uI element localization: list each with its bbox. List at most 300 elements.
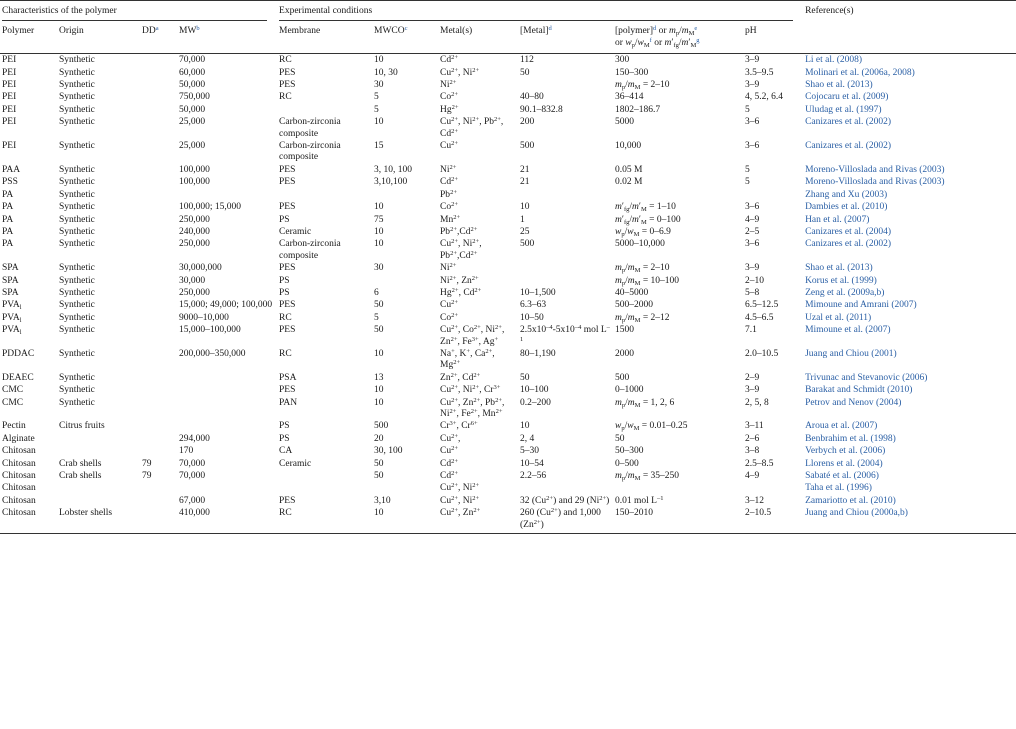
cell-membrane: PS (279, 275, 290, 286)
header-group-polymer (0, 1, 277, 25)
cell-dd (140, 54, 177, 67)
cell-metals: $Pb^{2+}$ (440, 188, 457, 200)
cell-metals: $Pb^{2+},Cd^{2+}$ (440, 225, 478, 237)
cell-ph: 2–10 (745, 275, 765, 286)
col-header-membrane: Membrane (277, 24, 372, 53)
cell-ratio: $m'_{fg}/m'_M = 1-10$ (615, 202, 676, 214)
cell-origin: Synthetic (59, 239, 95, 250)
cell-origin: Synthetic (59, 117, 95, 128)
table-row (0, 372, 1016, 384)
cell-membrane: RC (279, 508, 292, 519)
table-row (0, 495, 1016, 507)
cell-mw: 410,000 (179, 508, 210, 519)
cell-ratio: 150–2010 (615, 508, 654, 519)
cell-polymer: Chitosan (2, 471, 36, 482)
cell-reference[interactable]: Shao et al. (2013) (805, 80, 873, 91)
cell-origin: Synthetic (59, 202, 95, 213)
cell-mw: 30,000 (179, 275, 206, 286)
cell-ratio: $m_p/m_M = 2-12$ (615, 312, 670, 324)
cell-reference[interactable]: Canizares et al. (2002) (805, 117, 892, 128)
cell-dd (140, 67, 177, 79)
cell-origin (57, 495, 140, 507)
cell-metal-conc: 2.2–56 (520, 471, 547, 482)
footnote-marker-d: d (548, 25, 552, 33)
cell-ph: 3.5–9.5 (745, 67, 774, 78)
cell-mwco: 3, 10, 100 (374, 164, 413, 175)
cell-metal-conc: 50 (520, 372, 530, 383)
cell-reference[interactable]: Juang and Chiou (2001) (805, 348, 897, 359)
cell-mw (177, 397, 277, 421)
cell-origin: Synthetic (59, 300, 95, 311)
cell-mwco: 30, 100 (374, 446, 403, 457)
cell-polymer: PA (2, 239, 14, 250)
cell-mwco (372, 275, 438, 287)
cell-reference[interactable]: Mimoune and Amrani (2007) (805, 300, 917, 311)
cell-reference[interactable]: Canizares et al. (2004) (805, 226, 892, 237)
cell-polymer: PEI (2, 80, 17, 91)
cell-metal-conc: 80–1,190 (520, 348, 556, 359)
cell-mwco: 5 (374, 312, 379, 323)
cell-reference[interactable]: Shao et al. (2013) (805, 263, 873, 274)
cell-dd (140, 372, 177, 384)
cell-polymer: CMC (2, 397, 24, 408)
cell-mw: 67,000 (179, 495, 206, 506)
cell-metal-conc: 2, 4 (520, 433, 535, 444)
cell-ratio: 5000–10,000 (615, 239, 665, 250)
cell-ratio: $m_p/m_M = 35-250$ (615, 471, 680, 483)
footnote-marker-b: b (196, 25, 200, 33)
header-group-ref-label: Reference(s) (805, 6, 854, 16)
cell-origin: Synthetic (59, 385, 95, 396)
cell-mwco: 6 (374, 287, 379, 298)
cell-polymer: DEAEC (2, 372, 34, 383)
cell-mwco: 10 (374, 397, 384, 408)
cell-ph: 3–6 (745, 202, 760, 213)
cell-origin (57, 433, 140, 445)
cell-metals: $Mn^{2+}$ (440, 213, 461, 225)
cell-metal-conc (518, 262, 613, 274)
cell-reference[interactable]: Barakat and Schmidt (2010) (805, 385, 913, 396)
cell-dd (140, 238, 177, 262)
cell-metals: $Co^{2+}$ (440, 311, 459, 323)
cell-ph: 3–9 (745, 55, 760, 66)
table-row (0, 201, 1016, 213)
cell-mwco: 30 (374, 80, 384, 91)
cell-ph: 5 (745, 164, 750, 175)
header-group-row (0, 1, 1016, 25)
table-row (0, 275, 1016, 287)
cell-polymer: PA (2, 189, 14, 200)
cell-metal-conc: 10 (520, 421, 530, 432)
cell-metals: $Cu^{2+}$, $Ni^{2+}$, $Cr^{3+}$ (440, 384, 501, 396)
cell-metals: $Cu^{2+}$, $Ni^{2+}$ (440, 482, 480, 494)
cell-mwco: 10 (374, 508, 384, 519)
cell-metal-conc: 200 (520, 117, 535, 128)
cell-metal-conc: 40–80 (520, 92, 544, 103)
cell-ratio: 0–1000 (615, 385, 644, 396)
cell-ratio: 5000 (615, 117, 635, 128)
table-row (0, 54, 1016, 67)
cell-metals: $Cu^{2+}$ (440, 445, 459, 457)
cell-polymer: PA (2, 214, 14, 225)
cell-ph: 3–9 (745, 385, 760, 396)
cell-membrane: Ceramic (279, 226, 312, 237)
cell-ratio: 0–500 (615, 458, 639, 469)
cell-metals: $Co^{2+}$ (440, 201, 459, 213)
cell-ratio: 500 (615, 372, 630, 383)
cell-ph: 2–10.5 (745, 508, 772, 519)
table-row (0, 262, 1016, 274)
cell-membrane (277, 482, 372, 494)
cell-metal-conc: 90.1–832.8 (520, 104, 563, 115)
cell-metals: $Ni^{2+}$ (440, 163, 457, 175)
cell-polymer: SPA (2, 275, 19, 286)
cell-mwco: 30 (374, 263, 384, 274)
cell-reference[interactable]: Petrov and Nenov (2004) (805, 397, 902, 408)
cell-origin: Synthetic (59, 275, 95, 286)
cell-metal-conc: 500 (520, 141, 535, 152)
cell-polymer: Chitosan (2, 446, 36, 457)
cell-reference[interactable]: Han et al. (2007) (805, 214, 870, 225)
table-row (0, 312, 1016, 324)
table-row (0, 79, 1016, 91)
table-row (0, 384, 1016, 396)
cell-mwco: 13 (374, 372, 384, 383)
table-body (0, 54, 1016, 531)
table-row (0, 470, 1016, 482)
table-row (0, 226, 1016, 238)
cell-ph: 5 (745, 177, 750, 188)
cell-membrane: PES (279, 177, 296, 188)
cell-origin: Synthetic (59, 80, 95, 91)
cell-mwco: 50 (374, 325, 384, 336)
cell-polymer: Chitosan (2, 508, 36, 519)
cell-membrane: Carbon-zirconia composite (279, 239, 341, 261)
cell-metals: $Cu^{2+}$, $Co^{2+}$, $Ni^{2+}$, $Zn^{2+}$, $Fe^{3+}$, Ag+ (440, 324, 505, 347)
table-row (0, 238, 1016, 262)
cell-ratio: $w_p/w_M = 0.01-0.25$ (615, 421, 688, 433)
cell-dd (140, 116, 177, 140)
table-row (0, 458, 1016, 470)
cell-membrane: PAN (279, 397, 298, 408)
cell-ratio: 0.02 M (615, 177, 643, 188)
cell-metal-conc (518, 482, 613, 494)
cell-membrane: PES (279, 80, 296, 91)
cell-ph: 2–5 (745, 226, 760, 237)
table-row (0, 189, 1016, 201)
cell-reference[interactable]: Llorens et al. (2004) (805, 458, 883, 469)
cell-dd: 79 (142, 458, 152, 469)
cell-membrane: PES (279, 202, 296, 213)
cell-membrane: PES (279, 495, 296, 506)
table-row (0, 104, 1016, 116)
cell-mw: 70,000 (179, 458, 206, 469)
col-header-metal-conc-label: [Metal] (520, 26, 549, 37)
cell-dd (140, 507, 177, 531)
cell-dd (140, 275, 177, 287)
table-row (0, 91, 1016, 103)
cell-reference[interactable]: Canizares et al. (2002) (805, 239, 892, 250)
cell-mw (177, 482, 277, 494)
cell-reference[interactable]: Molinari et al. (2006a, 2008) (805, 67, 915, 78)
cell-reference[interactable]: Korus et al. (1999) (805, 275, 877, 286)
cell-polymer: PEI (2, 141, 17, 152)
cell-mw: 50,000 (179, 80, 206, 91)
cell-mw: 50,000 (179, 104, 206, 115)
cell-ph: 4–9 (745, 471, 760, 482)
cell-ph: 3–11 (745, 421, 764, 432)
table-row (0, 420, 1016, 432)
cell-reference[interactable]: Trivunac and Stevanovic (2006) (805, 372, 928, 383)
cell-reference[interactable]: Mimoune et al. (2007) (805, 325, 891, 336)
cell-polymer: Chitosan (2, 495, 36, 506)
cell-ph: 3–8 (745, 446, 760, 457)
cell-metals: $Cd^{2+}$ (440, 54, 459, 66)
cell-ph: 3–9 (745, 263, 760, 274)
cell-ratio (613, 482, 743, 494)
cell-metals: $Cr^{3+}$, $Cr^{6+}$ (440, 420, 478, 432)
cell-dd (140, 287, 177, 299)
cell-mw: 70,000 (179, 471, 206, 482)
cell-metal-conc: $2.5x10^{-4}-5x10^{-4}$ mol $L^{-1}$ (520, 324, 610, 343)
cell-membrane: PES (279, 164, 296, 175)
cell-polymer: Pectin (2, 421, 26, 432)
cell-ratio: 150–300 (615, 67, 649, 78)
cell-origin: Synthetic (59, 287, 95, 298)
cell-mwco: 50 (374, 458, 384, 469)
cell-mw: 200,000–350,000 (179, 348, 246, 359)
cell-mwco: 10 (374, 117, 384, 128)
cell-dd (140, 420, 177, 432)
cell-origin: Citrus fruits (59, 421, 105, 432)
cell-origin (57, 482, 140, 494)
cell-origin: Synthetic (59, 325, 95, 336)
cell-origin: Crab shells (59, 458, 102, 469)
cell-membrane (277, 189, 372, 201)
cell-membrane: RC (279, 92, 292, 103)
cell-origin (57, 445, 140, 457)
cell-polymer: PA (2, 202, 14, 213)
header-group-polymer-label: Characteristics of the polymer (2, 6, 267, 21)
col-header-dd (140, 24, 177, 53)
cell-metal-conc: 1 (520, 214, 525, 225)
cell-polymer: $PVA_l$ (2, 325, 22, 337)
cell-ratio: $m_p/m_M = 10-100$ (615, 275, 680, 287)
cell-dd: 79 (142, 471, 152, 482)
cell-mwco: 10 (374, 239, 384, 250)
cell-reference[interactable]: Canizares et al. (2002) (805, 141, 892, 152)
cell-metals: $Ni^{2+}$, $Zn^{2+}$ (440, 274, 479, 286)
cell-metal-conc (518, 79, 613, 91)
col-header-origin: Origin (57, 24, 140, 53)
col-header-ref-blank (803, 24, 1016, 53)
cell-ph: 7.1 (745, 325, 757, 336)
cell-dd (140, 104, 177, 116)
cell-reference[interactable]: Uzal et al. (2011) (805, 312, 872, 323)
cell-dd (140, 312, 177, 324)
cell-ph: 4–9 (745, 214, 760, 225)
cell-mwco: 3,10 (374, 495, 391, 506)
cell-ratio: $m_p/m_M = 1$, 2, 6 (615, 397, 675, 409)
header-group-ref (803, 1, 1016, 25)
cell-ratio: $w_p/w_M = 0-6.9$ (615, 226, 671, 238)
cell-mw: 9000–10,000 (179, 312, 229, 323)
cell-ratio: 0.05 M (615, 164, 643, 175)
cell-mwco: 10 (374, 202, 384, 213)
cell-dd (140, 214, 177, 226)
col-header-mwco (372, 24, 438, 53)
cell-mwco: 5 (374, 104, 379, 115)
footnote-marker-a: a (155, 25, 159, 33)
cell-metal-conc: 10–100 (520, 385, 549, 396)
col-header-metals: Metal(s) (438, 24, 518, 53)
cell-dd (140, 324, 177, 348)
col-header-metal-conc (518, 24, 613, 53)
cell-metal-conc: 21 (520, 177, 530, 188)
cell-mw: 100,000; 15,000 (179, 202, 242, 213)
cell-origin: Synthetic (59, 397, 95, 408)
cell-ph: 3–12 (745, 495, 765, 506)
cell-polymer: PEI (2, 92, 17, 103)
cell-mw: 60,000 (179, 67, 206, 78)
cell-polymer: CMC (2, 385, 24, 396)
cell-mw: 294,000 (179, 433, 210, 444)
cell-polymer: PEI (2, 67, 17, 78)
cell-reference[interactable]: Verbych et al. (2006) (805, 446, 886, 457)
cell-metals: $Cu^{2+}$, $Zn^{2+}$, $Pb^{2+}$, $Ni^{2+}$, $Fe^{2+}$, $Mn^{2+}$ (440, 396, 505, 419)
cell-mwco (372, 482, 438, 494)
cell-metals: $Cd^{2+}$ (440, 457, 459, 469)
cell-polymer: Chitosan (2, 483, 36, 494)
cell-metal-conc: 10–50 (520, 312, 544, 323)
cell-ratio: 36–414 (615, 92, 644, 103)
cell-reference[interactable]: Aroua et al. (2007) (805, 421, 878, 432)
cell-metal-conc: 0.2–200 (520, 397, 551, 408)
cell-metals: $Co^{2+}$ (440, 91, 459, 103)
cell-origin: Synthetic (59, 214, 95, 225)
cell-reference[interactable]: Zamariotto et al. (2010) (805, 495, 896, 506)
cell-origin: Synthetic (59, 189, 95, 200)
footnote-marker-c: c (404, 25, 408, 33)
cell-reference[interactable]: Cojocaru et al. (2009) (805, 92, 889, 103)
cell-metal-conc: 5–30 (520, 446, 540, 457)
cell-ph (743, 189, 803, 201)
table-row (0, 324, 1016, 348)
cell-membrane: PS (279, 214, 290, 225)
cell-mwco: 50 (374, 471, 384, 482)
cell-dd (140, 176, 177, 188)
cell-dd (140, 299, 177, 311)
cell-mwco: 50 (374, 300, 384, 311)
cell-mwco: 10 (374, 385, 384, 396)
cell-ph: 4, 5.2, 6.4 (745, 92, 784, 103)
cell-ph (743, 482, 803, 494)
cell-reference[interactable]: Li et al. (2008) (805, 55, 863, 66)
cell-reference[interactable]: Dambies et al. (2010) (805, 202, 888, 213)
cell-mw (177, 384, 277, 396)
table-header (0, 1, 1016, 54)
cell-metals: $Cd^{2+}$ (440, 470, 459, 482)
cell-dd (140, 384, 177, 396)
cell-ratio: 10,000 (615, 141, 642, 152)
cell-reference[interactable]: Moreno-Villoslada and Rivas (2003) (805, 164, 945, 175)
cell-reference[interactable]: Taha et al. (1996) (805, 483, 872, 494)
cell-membrane: Carbon-zirconia composite (279, 117, 341, 139)
cell-membrane: PES (279, 385, 296, 396)
cell-ph: 3–6 (745, 117, 760, 128)
cell-polymer: PEI (2, 104, 17, 115)
cell-mwco: 15 (374, 141, 384, 152)
table-row (0, 433, 1016, 445)
cell-dd (140, 140, 177, 164)
cell-reference[interactable]: Zhang and Xu (2003) (805, 189, 888, 200)
cell-mw: 15,000–100,000 (179, 325, 241, 336)
cell-dd (140, 397, 177, 421)
cell-metals: $Cu^{2+}$, $Ni^{2+}$ (440, 66, 480, 78)
cell-ratio: 0.01 mol $L^{-1}$ (615, 494, 664, 506)
cell-metals: $Cu^{2+}$, $Zn^{2+}$ (440, 507, 481, 519)
cell-ratio: $m_p/m_M = 2-10$ (615, 80, 670, 92)
cell-reference[interactable]: Benbrahim et al. (1998) (805, 433, 896, 444)
cell-metal-conc (518, 275, 613, 287)
cell-ph: 4.5–6.5 (745, 312, 774, 323)
cell-ratio: 1802–186.7 (615, 104, 661, 115)
cell-membrane: RC (279, 55, 292, 66)
cell-reference[interactable]: Uludag et al. (1997) (805, 104, 882, 115)
cell-origin: Synthetic (59, 104, 95, 115)
cell-metals: $Cu^{2+}$, $Ni^{2+}$, $Pb^{2+}$, $Cd^{2+}$ (440, 116, 504, 139)
cell-metal-conc: 10–1,500 (520, 287, 556, 298)
cell-mw: 250,000 (179, 214, 210, 225)
cell-membrane: PES (279, 325, 296, 336)
cell-reference[interactable]: Juang and Chiou (2000a,b) (805, 508, 908, 519)
cell-membrane: PES (279, 263, 296, 274)
cell-reference[interactable]: Sabaté et al. (2006) (805, 471, 879, 482)
cell-metal-conc: 500 (520, 239, 535, 250)
cell-mw (177, 189, 277, 201)
table-row (0, 164, 1016, 176)
cell-metals: $Hg^{2+}$ (440, 103, 459, 115)
cell-dd (140, 164, 177, 176)
cell-origin: Synthetic (59, 177, 95, 188)
cell-origin: Synthetic (59, 263, 95, 274)
cell-metals: $Ni^{2+}$ (440, 79, 457, 91)
cell-mw: 30,000,000 (179, 263, 222, 274)
cell-membrane: PSA (279, 372, 297, 383)
cell-mw: 100,000 (179, 177, 210, 188)
cell-ph: 2–9 (745, 372, 760, 383)
cell-membrane: CA (279, 446, 293, 457)
cell-reference[interactable]: Zeng et al. (2009a,b) (805, 287, 885, 298)
cell-membrane: PS (279, 421, 290, 432)
cell-metal-conc (518, 189, 613, 201)
cell-metals: $Cu^{2+}$ (440, 299, 459, 311)
cell-polymer: $PVA_l$ (2, 312, 22, 324)
cell-dd (140, 262, 177, 274)
cell-metals: $Cu^{2+}$ (440, 140, 459, 152)
cell-origin: Synthetic (59, 312, 95, 323)
cell-ratio: 2000 (615, 348, 635, 359)
cell-origin: Crab shells (59, 471, 102, 482)
cell-polymer: Alginate (2, 433, 35, 444)
cell-reference[interactable]: Moreno-Villoslada and Rivas (2003) (805, 177, 945, 188)
cell-metals: $Hg^{2+}$, $Cd^{2+}$ (440, 286, 482, 298)
cell-membrane (277, 104, 372, 116)
cell-metal-conc: 21 (520, 164, 530, 175)
cell-dd (140, 482, 177, 494)
cell-metal-conc: 260 $(Cu^{2+})$ and 1,000 $(Zn^{2+})$ (520, 507, 601, 530)
cell-dd (140, 348, 177, 372)
